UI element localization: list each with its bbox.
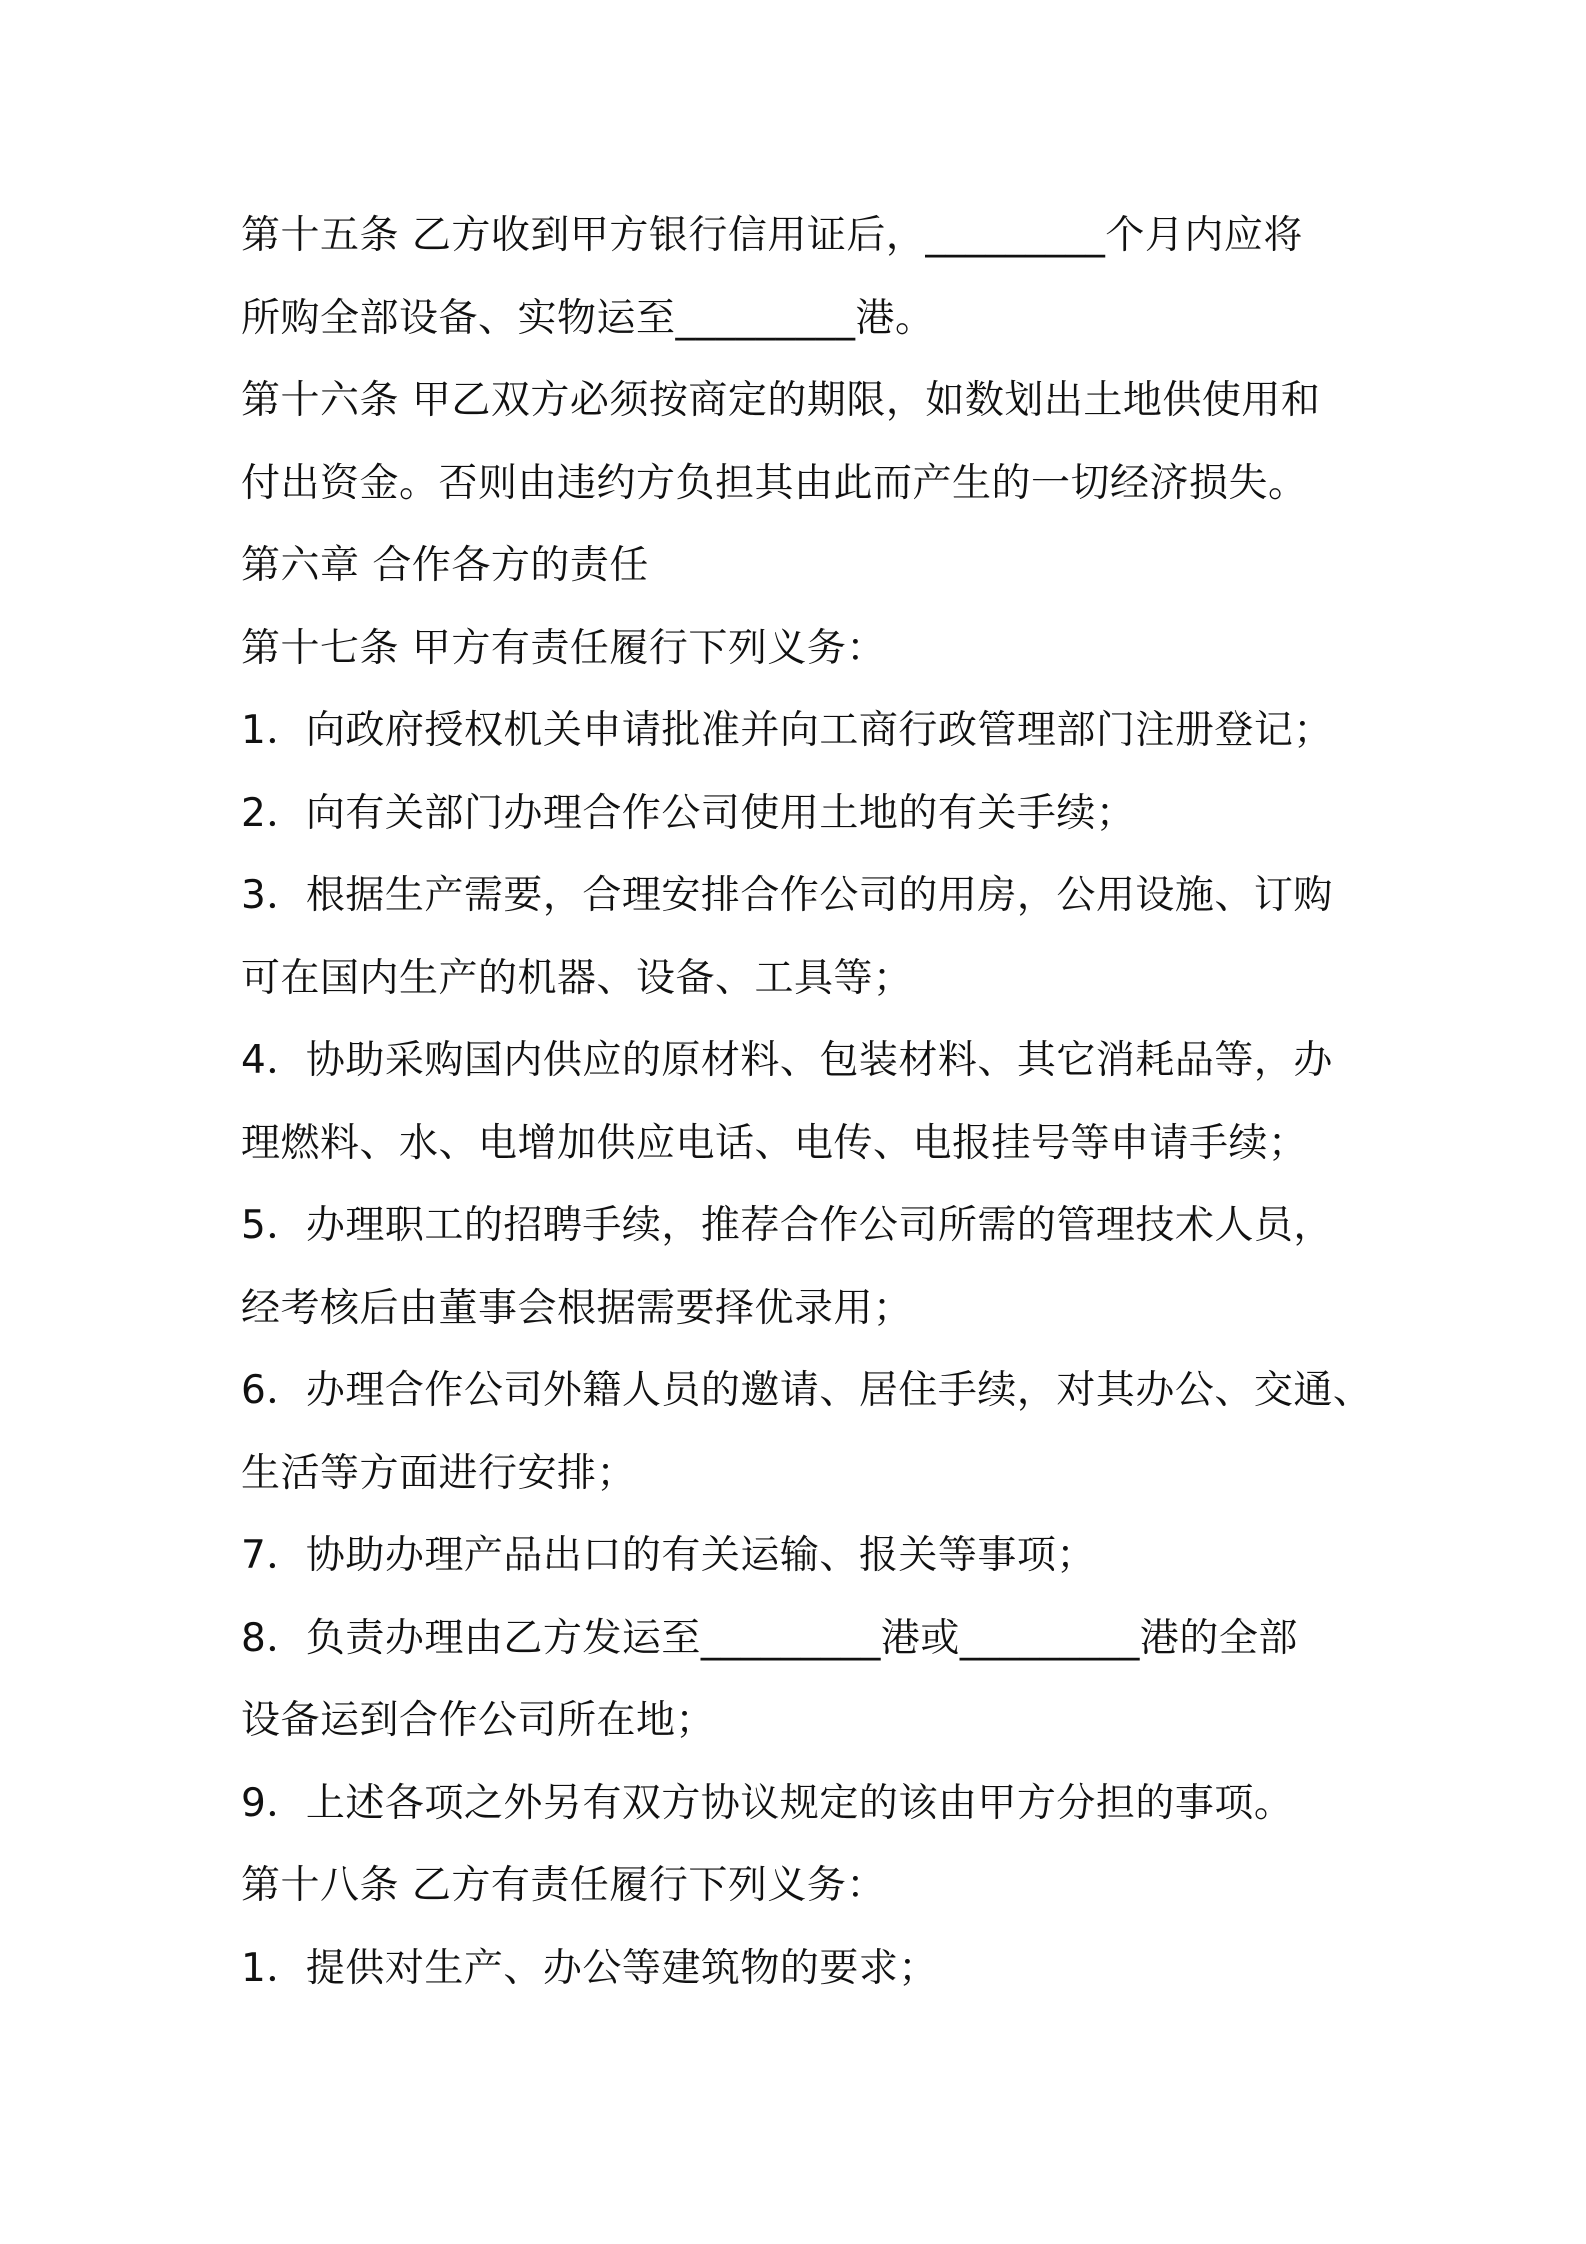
article-17-item-4-line-2: 理燃料、水、电增加供应电话、电传、电报挂号等申请手续； [241, 1120, 1308, 1166]
article-17-item-5-line-1: 5．办理职工的招聘手续，推荐合作公司所需的管理技术人员， [241, 1203, 1333, 1248]
article-17-item-9: 9．上述各项之外另有双方协议规定的该由甲方分担的事项。 [241, 1780, 1294, 1826]
chapter-6-heading: 第六章 合作各方的责任 [241, 543, 649, 588]
article-17-item-1: 1．向政府授权机关申请批准并向工商行政管理部门注册登记； [241, 708, 1333, 753]
article-17-item-7: 7．协助办理产品出口的有关运输、报关等事项； [241, 1533, 1096, 1578]
document-body [241, 195, 1381, 2010]
article-16-line-1: 第十六条 甲乙双方必须按商定的期限，如数划出土地供使用和 [241, 378, 1321, 423]
article-16-line-2: 付出资金。否则由违约方负担其由此而产生的一切经济损失。 [241, 460, 1308, 506]
article-17-item-3-line-2: 可在国内生产的机器、设备、工具等； [241, 955, 913, 1001]
article-17-heading: 第十七条 甲方有责任履行下列义务： [241, 625, 886, 671]
article-17-item-4-line-1: 4．协助采购国内供应的原材料、包装材料、其它消耗品等，办 [241, 1038, 1333, 1083]
article-18-heading: 第十八条 乙方有责任履行下列义务： [241, 1863, 886, 1908]
article-15-line-1: 第十五条 乙方收到甲方银行信用证后，_________个月内应将 [241, 213, 1303, 258]
article-17-item-6-line-2: 生活等方面进行安排； [241, 1450, 637, 1496]
article-17-item-8-line-2: 设备运到合作公司所在地； [241, 1698, 716, 1743]
article-18-item-1: 1．提供对生产、办公等建筑物的要求； [241, 1945, 938, 1991]
article-17-item-3-line-1: 3．根据生产需要，合理安排合作公司的用房，公用设施、订购 [241, 873, 1333, 918]
article-15-line-2: 所购全部设备、实物运至_________港。 [241, 295, 935, 341]
article-17-item-5-line-2: 经考核后由董事会根据需要择优录用； [241, 1285, 913, 1331]
article-17-item-8-line-1: 8．负责办理由乙方发运至_________港或_________港的全部 [241, 1615, 1298, 1661]
article-17-item-6-line-1: 6．办理合作公司外籍人员的邀请、居住手续，对其办公、交通、 [241, 1368, 1373, 1413]
article-17-item-2: 2．向有关部门办理合作公司使用土地的有关手续； [241, 790, 1136, 836]
